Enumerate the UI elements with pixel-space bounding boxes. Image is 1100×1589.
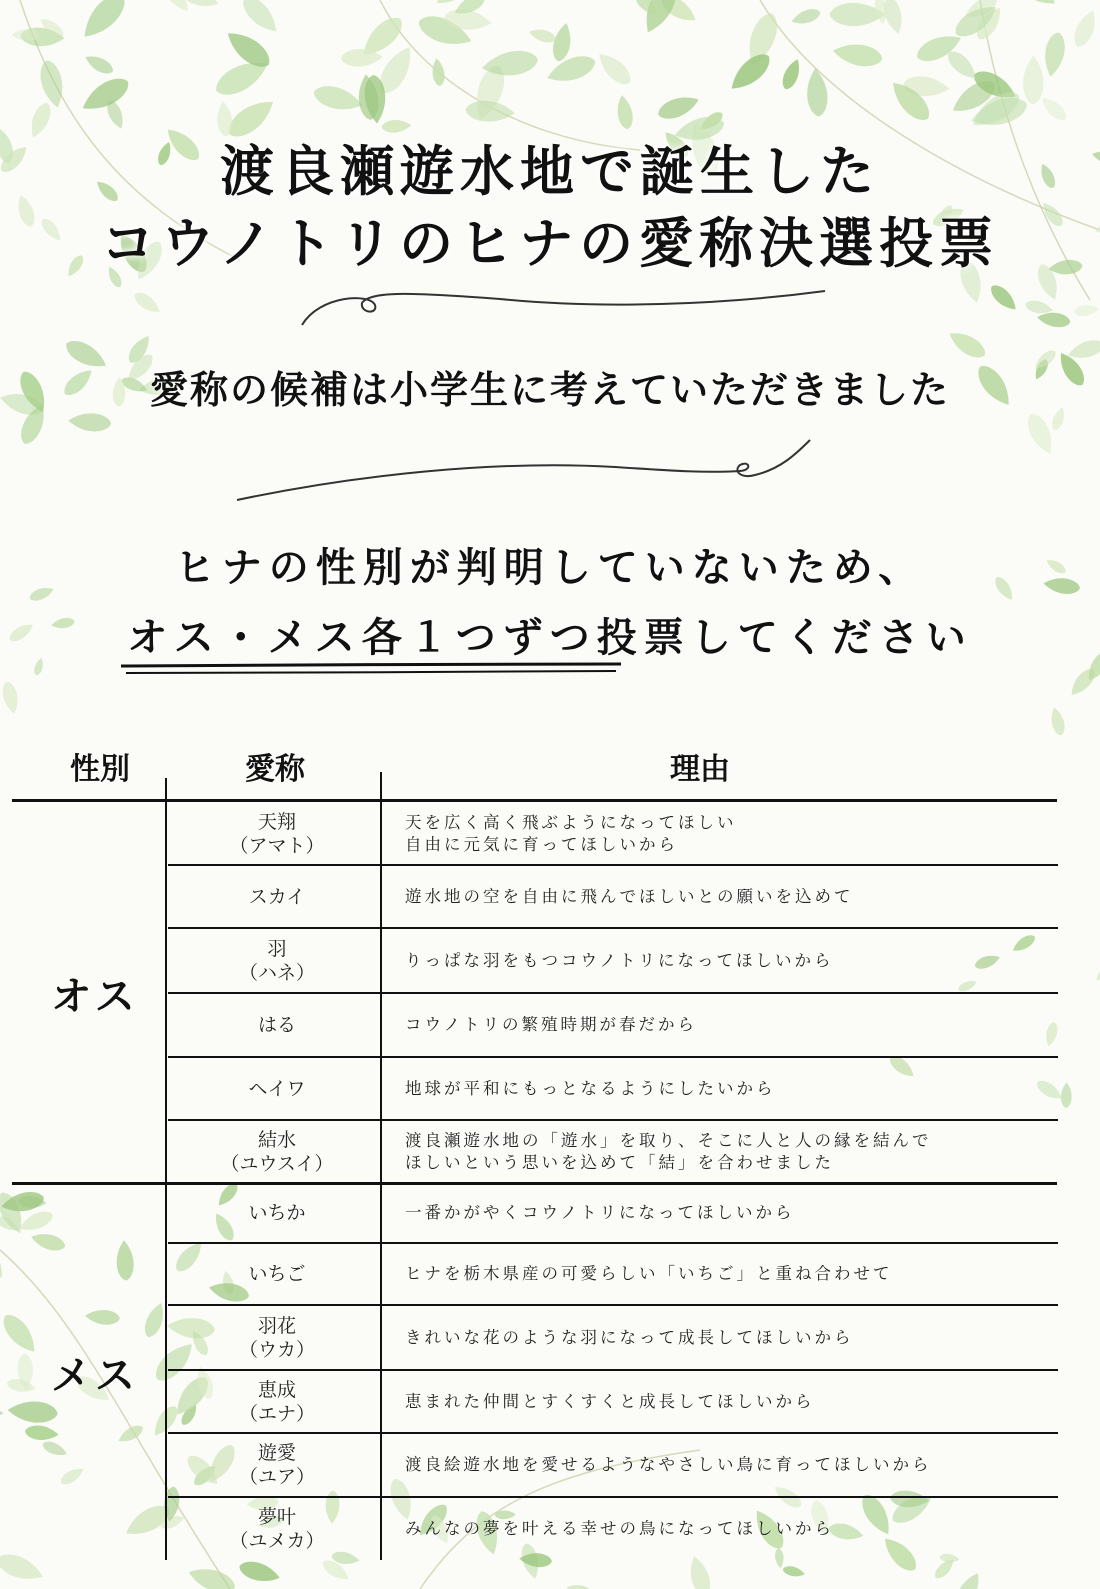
reason-cell — [405, 1057, 1065, 1120]
nickname-cell — [172, 1183, 382, 1243]
nickname-name: 結水 — [257, 1128, 296, 1151]
title-line-2: コウノトリのヒナの愛称決選投票 — [100, 212, 1000, 275]
nickname-reading: （ユウスイ） — [220, 1152, 334, 1175]
nickname-reading: （アマト） — [229, 834, 325, 857]
nickname-cell — [172, 1120, 382, 1183]
nickname-name: いちか — [248, 1202, 306, 1224]
reason-line: みんなの夢を叶える幸せの鳥になってほしいから — [405, 1518, 834, 1538]
nickname-cell — [172, 928, 382, 993]
double-underline — [121, 662, 621, 676]
reason-line: 地球が平和にもっとなるようにしたいから — [405, 1078, 776, 1098]
underlined-phrase — [127, 608, 597, 668]
column-divider-1 — [165, 778, 167, 1560]
nickname-name: スカイ — [248, 885, 306, 908]
notice-line-1: ヒナの性別が判明していないため、 — [174, 545, 926, 591]
nickname-reading: （ユメカ） — [229, 1529, 325, 1552]
nickname-name: 天翔 — [257, 810, 296, 833]
decorative-swirl-top — [300, 285, 830, 335]
nickname-name: ヘイワ — [248, 1077, 306, 1100]
decorative-swirl-bottom — [235, 435, 825, 510]
reason-line: 自由に元気に育ってほしいから — [405, 834, 678, 854]
reason-cell — [405, 928, 1065, 993]
reason-cell — [405, 1370, 1065, 1433]
nickname-name: 羽 — [267, 937, 287, 960]
reason-line: コウノトリの繁殖時期が春だから — [405, 1015, 698, 1034]
notice-line-2 — [0, 608, 1100, 668]
reason-line: 渡良絵遊水地を愛せるようなやさしい鳥に育ってほしいから — [405, 1455, 932, 1474]
reason-cell — [405, 802, 1065, 865]
reason-line: 天を広く高く飛ぶようになってほしい — [405, 812, 737, 832]
reason-cell — [405, 1120, 1065, 1183]
subtitle: 愛称の候補は小学生に考えていただきました — [149, 368, 950, 412]
nickname-reading: （ウカ） — [238, 1338, 315, 1361]
header-reason: 理由 — [670, 752, 730, 787]
reason-line: 渡良瀬遊水地の「遊水」を取り、そこに人と人の縁を結んで — [405, 1130, 932, 1150]
nickname-cell — [172, 802, 382, 865]
nickname-cell — [172, 1433, 382, 1497]
gender-label: メス — [51, 1352, 139, 1399]
reason-line: きれいな花のような羽になって成長してほしいから — [405, 1327, 854, 1347]
reason-cell — [405, 865, 1065, 928]
nickname-cell — [172, 1057, 382, 1120]
reason-cell — [405, 993, 1065, 1057]
reason-line: 一番かがやくコウノトリになってほしいから — [405, 1203, 795, 1222]
nickname-reading: （エナ） — [238, 1402, 315, 1425]
nickname-name: はる — [257, 1014, 296, 1036]
nickname-cell — [172, 993, 382, 1057]
reason-cell — [405, 1183, 1065, 1243]
nickname-name: 遊愛 — [257, 1442, 296, 1464]
nickname-cell — [172, 1370, 382, 1433]
reason-line: ヒナを栃木県産の可愛らしい「いちご」と重ね合わせて — [405, 1264, 893, 1283]
nickname-name: 恵成 — [257, 1378, 296, 1401]
reason-line: ほしいという思いを込めて「結」を合わせました — [405, 1152, 834, 1172]
reason-cell — [405, 1433, 1065, 1497]
reason-cell — [405, 1305, 1065, 1370]
notice-underlined-text: オス・メス各１つずつ — [127, 615, 597, 661]
header-nickname: 愛称 — [245, 752, 305, 787]
reason-line: 恵まれた仲間とすくすくと成長してほしいから — [405, 1391, 815, 1411]
reason-line: 遊水地の空を自由に飛んでほしいとの願いを込めて — [405, 886, 854, 906]
title-line-1: 渡良瀬遊水地で誕生した — [220, 140, 880, 203]
notice-rest-text: 投票してください — [596, 615, 973, 661]
nickname-name: 夢叶 — [257, 1505, 296, 1528]
nickname-name: いちご — [248, 1263, 306, 1285]
gender-label: オス — [51, 973, 139, 1020]
reason-line: りっぱな羽をもつコウノトリになってほしいから — [405, 950, 834, 970]
nickname-cell — [172, 1305, 382, 1370]
nickname-cell — [172, 865, 382, 928]
header-gender: 性別 — [70, 752, 130, 787]
nickname-reading: （ハネ） — [238, 961, 315, 984]
reason-cell — [405, 1243, 1065, 1305]
reason-cell — [405, 1497, 1065, 1560]
nickname-reading: （ユア） — [238, 1466, 315, 1488]
nickname-cell — [172, 1243, 382, 1305]
nickname-name: 羽花 — [257, 1314, 296, 1337]
nickname-cell — [172, 1497, 382, 1560]
